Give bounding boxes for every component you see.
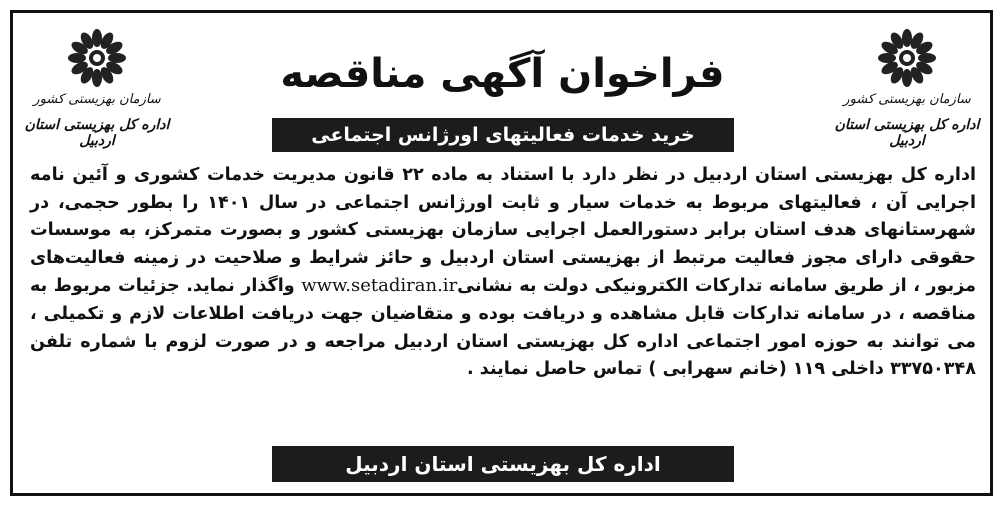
logo-org-name: سازمان بهزیستی کشور [33, 92, 161, 107]
behzisti-emblem-icon [65, 26, 129, 90]
body-text-part1: اداره کل بهزیستی استان اردبیل در نظر دارد با استناد به ماده ۲۲ قانون مدیریت خدمات کشوری و آئین نامه اجرایی آن ، فعالیتهای مربوط به خدمات سیار و ثابت اورژانس اجتماعی در سال ۱۴۰۱ را بطور حجمی، در شهرستانهای هدف استان برابر دستورالعمل اجرایی سازمان بهزیستی کشور و بصورت متمرکز، به موسسات حقوقی دارای مجوز فعالیت مرتبط از بهزیستی استان اردبیل و حائز شرایط و صلاحیت در زمینه فعالیت‌های مزبور ، از طریق سامانه تدارکات الکترونیکی دولت به نشانی [30, 165, 977, 297]
notice-subtitle: خرید خدمات فعالیتهای اورژانس اجتماعی [272, 118, 734, 152]
body-text-part2: واگذار نماید. جزئیات مربوط به مناقصه ، در سامانه تدارکات قابل مشاهده و دریافت بوده و متقاضیان جهت دریافت اطلاعات لازم و تکمیلی ، می توانند به حوزه امور اجتماعی اداره کل بهزیستی استان اردبیل مراجعه و در صورت لزوم با شماره تلفن ۳۳۷۵۰۳۴۸ داخلی ۱۱۹ (خانم سهرابی ) تماس حاصل نمایند . [30, 276, 976, 380]
logo-department: اداره کل بهزیستی استان اردبیل [24, 117, 170, 149]
setadiran-url: www.setadiran.ir [301, 275, 458, 297]
logo-left [22, 26, 172, 156]
notice-signature: اداره کل بهزیستی استان اردبیل [272, 446, 734, 482]
behzisti-emblem-icon [875, 26, 939, 90]
logo-department: اداره کل بهزیستی استان اردبیل [834, 117, 980, 149]
notice-body [30, 162, 976, 384]
logo-org-name: سازمان بهزیستی کشور [843, 92, 971, 107]
notice-title: فراخوان آگهی مناقصه [280, 51, 725, 97]
logo-right [832, 26, 982, 156]
